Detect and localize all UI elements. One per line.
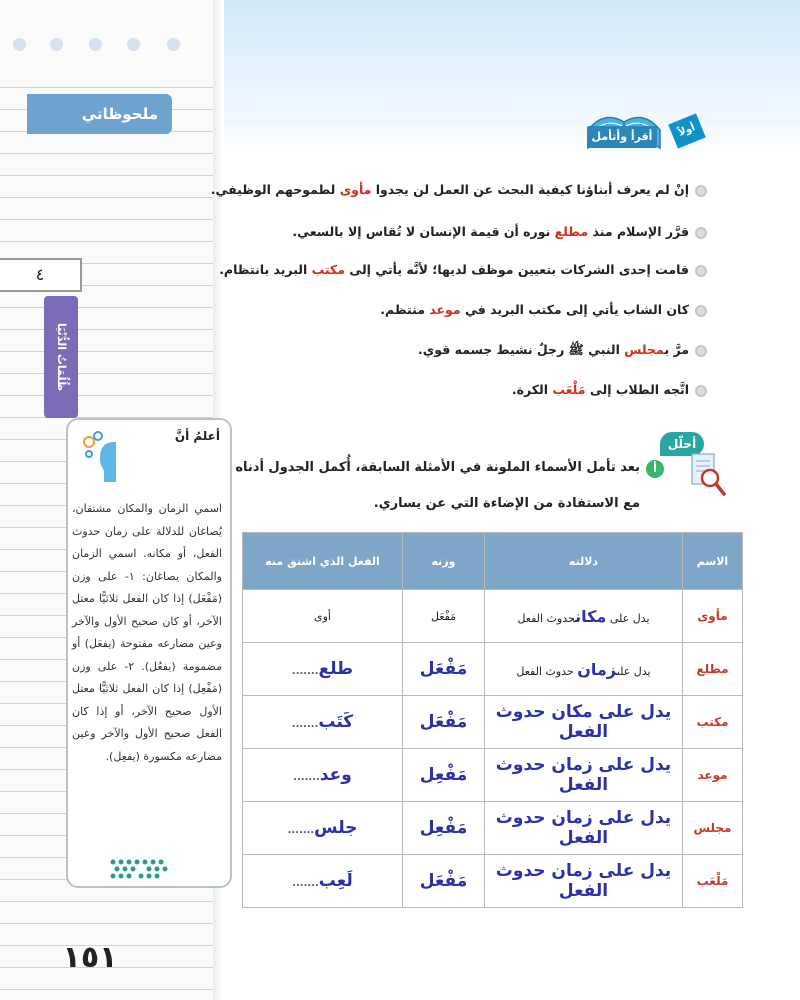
binder-hole <box>89 38 102 51</box>
weight-value: مَفْعَل <box>430 610 457 623</box>
meaning-handwritten: يدل على زمان حدوث الفعل <box>495 861 672 901</box>
cell-meaning <box>485 802 683 855</box>
sentence-text: مرَّ ب <box>664 342 689 357</box>
example-sentence <box>512 382 707 397</box>
example-sentence <box>292 224 707 239</box>
sentence-text: اتَّجه الطلاب إلى <box>585 382 689 397</box>
cell-name: مطلع <box>683 643 743 696</box>
table-header-row <box>243 533 743 590</box>
meaning-handwritten: يدل على زمان حدوث الفعل <box>495 808 672 848</box>
sentence-text: نوره أن قيمة الإنسان لا تُقاس إلا بالسعي. <box>292 224 555 239</box>
meaning-handwritten: يدل على مكان حدوث الفعل <box>495 702 672 742</box>
header-name: الاسم <box>683 533 743 590</box>
meaning-text: يدل على <box>616 664 651 678</box>
example-sentence <box>219 262 707 277</box>
dotted-line: ....... <box>293 772 320 783</box>
page-number: ١٥١ <box>62 940 118 975</box>
instruction-line-2: مع الاستفادة من الإضاءة التي عن يساري. <box>373 496 640 511</box>
info-text: اسمي الزمان والمكان مشتقان، يُصاغان للدلالة على زمان حدوث الفعل، أو مكانه. اسمي الزمان والمكان يصاغان: ١- على وزن (مَفْعَل) إذا كان الفعل ثلاثيًّا معتل الآخر، أو كان صحيح الأول والآخر وعين مضارعه مفتوحة (يفعَل) أو مضمومة (يفعُل). ٢- على وزن (مَفْعِل) إذا كان الفعل ثلاثيًّا معتل الأول صحيح الآخر، أو إذا كان الفعل صحيح الأول والآخر وعين مضارعه مكسورة (يفعِل). <box>72 502 222 763</box>
dotted-line: ....... <box>287 825 315 836</box>
cell-name: مَلْعَب <box>683 855 743 908</box>
unit-title: ظُلُمَاتُ الدُّنْيَا <box>55 322 68 392</box>
weight-value: مَفْعَل <box>419 659 468 679</box>
cell-weight <box>403 590 485 643</box>
cell-verb <box>243 749 403 802</box>
cell-meaning <box>485 696 683 749</box>
header-weight: وزنه <box>403 533 485 590</box>
bullet-icon <box>695 385 707 397</box>
verb-value: طلع <box>318 659 354 679</box>
cell-verb <box>243 855 403 908</box>
binder-hole <box>50 38 63 51</box>
cell-meaning <box>485 590 683 643</box>
cell-verb <box>243 643 403 696</box>
cell-meaning <box>485 749 683 802</box>
highlighted-noun: مطلع <box>554 224 589 239</box>
example-sentence <box>418 342 707 361</box>
weight-value: مَفْعِل <box>419 818 468 838</box>
unit-band <box>44 296 78 418</box>
table-row <box>243 643 743 696</box>
sentence-text: البريد بانتظام. <box>219 262 312 277</box>
meaning-text: حدوث الفعل <box>516 664 578 678</box>
binder-hole <box>167 38 180 51</box>
meaning-keyword: زمان <box>577 659 617 679</box>
weight-value: مَفْعَل <box>419 712 468 732</box>
cell-name: مكتب <box>683 696 743 749</box>
cell-weight <box>403 643 485 696</box>
instruction-line-1: بعد تأمل الأسماء الملونة في الأمثلة السابقة، أُكمل الجدول أدناه <box>235 460 640 475</box>
cell-verb <box>243 590 403 643</box>
table-row <box>243 590 743 643</box>
cell-verb <box>243 696 403 749</box>
cell-verb <box>243 802 403 855</box>
cell-weight <box>403 749 485 802</box>
example-sentence <box>380 302 707 317</box>
analyze-tag: أحلّل <box>660 432 704 456</box>
sentence-text: النبي ﷺ رجلٌ نشيط جسمه قوي. <box>418 342 625 357</box>
header-verb: الفعل الذي اشتق منه <box>243 533 403 590</box>
info-box <box>66 418 232 888</box>
binder-hole <box>127 38 140 51</box>
sentence-text: منتظم. <box>380 302 430 317</box>
table-row <box>243 749 743 802</box>
highlighted-noun: مجلس <box>624 342 665 357</box>
dotted-line: ....... <box>291 719 319 730</box>
cell-meaning <box>485 643 683 696</box>
cell-name: مأوى <box>683 590 743 643</box>
sentence-text: لطموحهم الوظيفي. <box>210 182 340 197</box>
notes-tab: ملحوظاتي <box>27 94 172 134</box>
meaning-keyword: مكان <box>575 606 607 626</box>
bullet-icon <box>695 185 707 197</box>
bullet-icon <box>695 227 707 239</box>
bullet-icon <box>695 345 707 357</box>
highlighted-noun: مَلْعَب <box>552 382 586 397</box>
derivation-table <box>242 532 743 908</box>
highlighted-noun: مأوى <box>339 182 372 197</box>
example-sentence <box>211 182 707 197</box>
sentence-text: الكرة. <box>511 382 553 397</box>
meaning-handwritten: يدل على زمان حدوث الفعل <box>495 755 672 795</box>
verb-value: جلس <box>314 818 358 838</box>
table-row <box>243 696 743 749</box>
meaning-text: حدوث الفعل <box>517 611 576 625</box>
thinking-head-icon <box>80 428 120 488</box>
weight-value: مَفْعِل <box>419 765 468 785</box>
sentence-text: إنْ لم يعرف أبناؤنا كيفية البحث عن العمل لن يجدوا <box>371 182 689 197</box>
verb-value: أوى <box>314 610 331 623</box>
verb-value: كَتَب <box>318 712 354 732</box>
cell-meaning <box>485 855 683 908</box>
highlighted-noun: موعد <box>429 302 461 317</box>
cell-name: موعد <box>683 749 743 802</box>
cell-name: مجلس <box>683 802 743 855</box>
cell-weight <box>403 696 485 749</box>
bullet-icon <box>695 265 707 277</box>
info-title: أعلمُ أنَّ <box>174 429 220 443</box>
first-tag: أولاً <box>668 113 706 148</box>
weight-value: مَفْعَل <box>419 871 468 891</box>
bullet-icon <box>695 305 707 317</box>
magnifier-paper-icon <box>690 452 726 498</box>
read-reflect-label: أقرأ وأتأمل <box>587 126 657 148</box>
highlighted-noun: مكتب <box>311 262 345 277</box>
unit-number: ٤ <box>0 258 82 292</box>
cell-weight <box>403 855 485 908</box>
header-background <box>224 0 800 158</box>
meaning-text: يدل على <box>606 611 650 625</box>
verb-value: وعد <box>319 765 352 785</box>
ministry-logo <box>105 852 185 892</box>
question-letter: أ <box>646 460 664 478</box>
table-row <box>243 855 743 908</box>
table-body <box>243 590 743 908</box>
sentence-text: كان الشاب يأتي إلى مكتب البريد في <box>460 302 689 317</box>
notes-header <box>0 0 214 84</box>
verb-value: لَعِب <box>318 871 353 891</box>
sentence-text: قامت إحدى الشركات بتعيين موظف لديها؛ لأنَّه يأتي إلى <box>344 262 689 277</box>
header-meaning: دلالته <box>485 533 683 590</box>
binder-hole <box>13 38 26 51</box>
dotted-line: ....... <box>292 878 319 889</box>
dotted-line: ....... <box>291 666 319 677</box>
table-row <box>243 802 743 855</box>
sentence-text: قرَّر الإسلام منذ <box>588 224 689 239</box>
cell-weight <box>403 802 485 855</box>
